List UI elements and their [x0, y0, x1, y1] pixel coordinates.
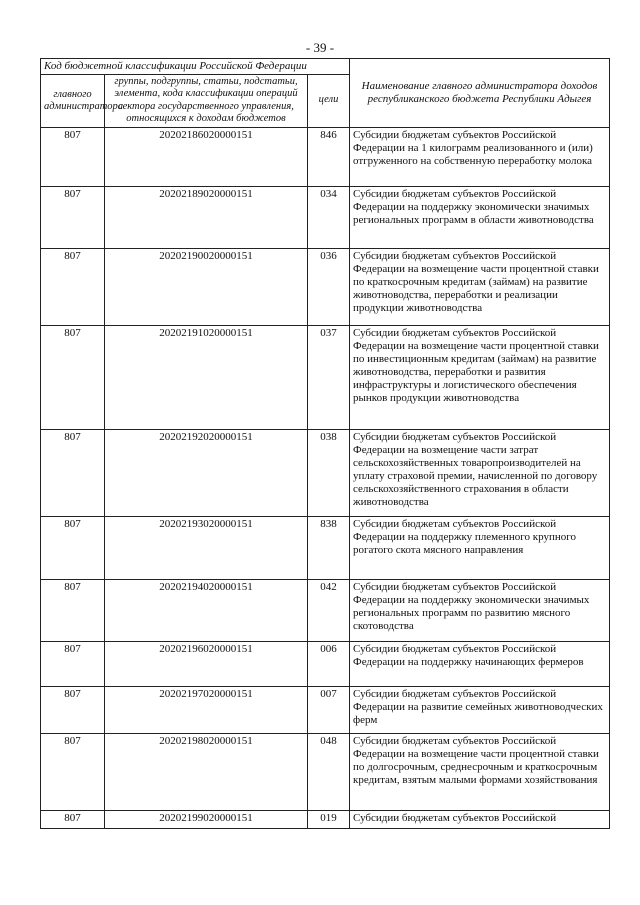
income-name-cell: Субсидии бюджетам субъектов Российской Федерации на возмещение части затрат сельскохозяйственных товаропроизводителей на уплату страховой премии, начисленной по договору сельскохозяйственного страхования в области животноводства — [350, 429, 610, 516]
income-name-cell: Субсидии бюджетам субъектов Российской Федерации на поддержку начинающих фермеров — [350, 641, 610, 686]
income-name-cell: Субсидии бюджетам субъектов Российской Федерации на возмещение части процентной ставки по долгосрочным, среднесрочным и краткосрочным кредитам, взятым малыми формами хозяйствования — [350, 733, 610, 810]
table-row — [41, 248, 610, 325]
classification-code-cell: 20202194020000151 — [105, 579, 308, 641]
admin-code-cell: 807 — [41, 325, 105, 429]
classification-code-cell: 20202186020000151 — [105, 127, 308, 186]
admin-code-cell: 807 — [41, 429, 105, 516]
admin-code-cell: 807 — [41, 516, 105, 579]
purpose-code-cell: 034 — [308, 186, 350, 248]
classification-code-cell: 20202196020000151 — [105, 641, 308, 686]
admin-code-cell: 807 — [41, 127, 105, 186]
purpose-code-cell: 036 — [308, 248, 350, 325]
table-row — [41, 810, 610, 828]
income-name-cell: Субсидии бюджетам субъектов Российской — [350, 810, 610, 828]
classification-code-cell: 20202189020000151 — [105, 186, 308, 248]
classification-code-cell: 20202199020000151 — [105, 810, 308, 828]
admin-code-cell: 807 — [41, 579, 105, 641]
admin-code-cell: 807 — [41, 248, 105, 325]
admin-code-cell: 807 — [41, 641, 105, 686]
budget-classification-table — [40, 58, 610, 829]
purpose-code-cell: 846 — [308, 127, 350, 186]
income-name-cell: Субсидии бюджетам субъектов Российской Федерации на возмещение части процентной ставки по краткосрочным кредитам (займам) на развитие животноводства, переработки и реализации продукции животноводства — [350, 248, 610, 325]
classification-code-cell: 20202197020000151 — [105, 686, 308, 733]
income-name-cell: Субсидии бюджетам субъектов Российской Федерации на поддержку экономически значимых региональных программ по развитию мясного скотоводства — [350, 579, 610, 641]
income-name-cell: Субсидии бюджетам субъектов Российской Федерации на поддержку племенного крупного рогатого скота мясного направления — [350, 516, 610, 579]
classification-code-cell: 20202198020000151 — [105, 733, 308, 810]
table-row — [41, 733, 610, 810]
purpose-code-cell: 019 — [308, 810, 350, 828]
purpose-code-cell: 048 — [308, 733, 350, 810]
purpose-code-cell: 006 — [308, 641, 350, 686]
table-row — [41, 641, 610, 686]
income-name-cell: Субсидии бюджетам субъектов Российской Федерации на 1 килограмм реализованного и (или) отгруженного на собственную переработку молока — [350, 127, 610, 186]
table-row — [41, 686, 610, 733]
purpose-code-cell: 038 — [308, 429, 350, 516]
header-group: группы, подгруппы, статьи, подстатьи, элемента, кода классификации операций сектора государственного управления, относящихся к доходам бюджетов — [105, 74, 308, 127]
table-row — [41, 325, 610, 429]
table-row — [41, 127, 610, 186]
page-number: - 39 - — [305, 40, 335, 55]
table-row — [41, 429, 610, 516]
table-row — [41, 186, 610, 248]
classification-code-cell: 20202191020000151 — [105, 325, 308, 429]
header-admin: главного администратора — [41, 74, 105, 127]
purpose-code-cell: 037 — [308, 325, 350, 429]
admin-code-cell: 807 — [41, 186, 105, 248]
classification-code-cell: 20202193020000151 — [105, 516, 308, 579]
income-name-cell: Субсидии бюджетам субъектов Российской Федерации на поддержку экономически значимых региональных программ в области животноводства — [350, 186, 610, 248]
purpose-code-cell: 007 — [308, 686, 350, 733]
income-name-cell: Субсидии бюджетам субъектов Российской Федерации на возмещение части процентной ставки по инвестиционным кредитам (займам) на развитие животноводства, переработки и развития инфраструктуры и логистического обеспечения рынков продукции животноводства — [350, 325, 610, 429]
purpose-code-cell: 042 — [308, 579, 350, 641]
purpose-code-cell: 838 — [308, 516, 350, 579]
admin-code-cell: 807 — [41, 733, 105, 810]
header-classification: Код бюджетной классификации Российской Федерации — [41, 59, 350, 75]
header-purpose: цели — [308, 74, 350, 127]
classification-code-cell: 20202192020000151 — [105, 429, 308, 516]
admin-code-cell: 807 — [41, 810, 105, 828]
table-row — [41, 579, 610, 641]
classification-code-cell: 20202190020000151 — [105, 248, 308, 325]
income-name-cell: Субсидии бюджетам субъектов Российской Федерации на развитие семейных животноводческих ферм — [350, 686, 610, 733]
table-row — [41, 516, 610, 579]
admin-code-cell: 807 — [41, 686, 105, 733]
header-administrator-name: Наименование главного администратора доходов республиканского бюджета Республики Адыгея — [350, 59, 610, 128]
